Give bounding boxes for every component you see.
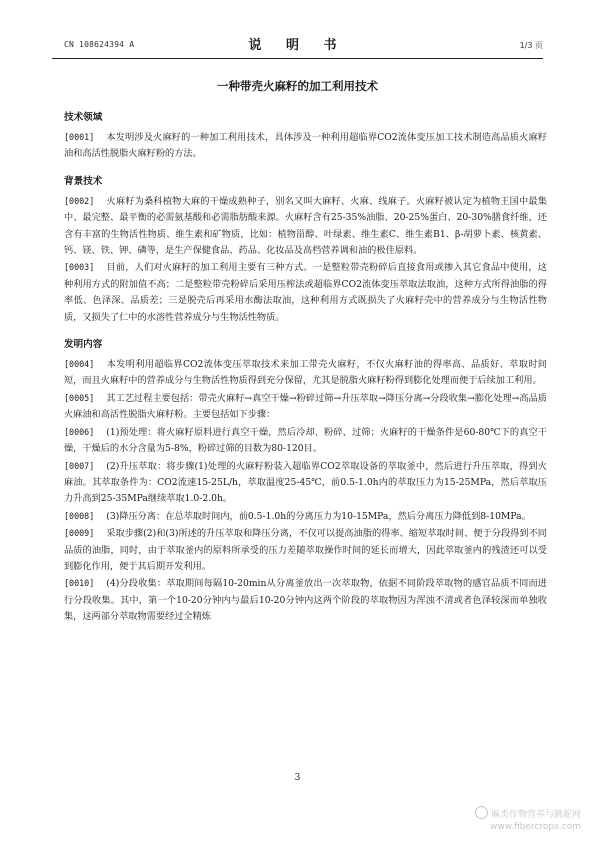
paragraph-number: [0009] <box>64 528 95 539</box>
header-rule <box>52 58 543 59</box>
watermark-url: www.fibercrops.com <box>490 822 581 832</box>
paragraph-text: (4)分段收集：萃取期间每隔10-20min从分离釜放出一次萃取物，依据不同阶段萃取物的感官品质不同而进行分段收集。其中，第一个10-20分钟内与最后10-20分钟内这两个阶段的萃取物因为浑浊不清或者色泽较深而单独收集，这两部分萃取物需要经过全精炼 <box>64 578 547 623</box>
page-header <box>52 36 543 54</box>
paragraph-number: [0002] <box>64 195 95 206</box>
watermark-logo-icon <box>475 806 488 819</box>
paragraph <box>64 424 547 458</box>
section-heading: 技术领域 <box>64 112 103 123</box>
paragraph <box>64 129 547 163</box>
paragraph-number: [0006] <box>64 426 95 437</box>
paragraph <box>64 356 547 390</box>
paragraph-text: (3)降压分离：在总萃取时间内，前0.5-1.0h的分离压力为10-15MPa，然后分离压力降低到8-10MPa。 <box>106 510 531 522</box>
paragraph-number: [0007] <box>64 460 95 471</box>
page-indicator: 1/3 页 <box>519 41 543 50</box>
section-heading: 发明内容 <box>64 339 103 351</box>
document-title: 一种带壳火麻籽的加工利用技术 <box>217 79 378 93</box>
paragraph-text: 火麻籽为桑科植物大麻的干燥成熟种子，别名又叫大麻籽、火麻、线麻子。火麻籽被认定为植物王国中最集中、最完整、最平衡的必需氨基酸和必需脂肪酸来源。火麻籽含有25-35%油脂、20-25%蛋白、20-30%膳食纤维，还含有丰富的生物活性物质、维生素和矿物质，比如：植物甾醇、叶绿素、维生素C、维生素B1、β-胡萝卜素、核黄素、钙、镁、铁、钾、磷等，是生产保健食品、药品、化妆品及高档营养调和油的极佳原料。 <box>64 195 547 257</box>
section-background <box>64 176 547 326</box>
paragraph <box>64 458 547 508</box>
paragraph <box>64 259 547 326</box>
document-type: 说 明 书 <box>248 38 347 53</box>
paragraph <box>64 525 547 575</box>
watermark-site-name: 麻类作物营养与跳舵网 <box>490 810 581 820</box>
watermark <box>475 806 581 833</box>
page-number: 3 <box>294 773 301 783</box>
paragraph-number: [0008] <box>64 510 95 521</box>
paragraph <box>64 575 547 625</box>
section-summary <box>64 339 547 626</box>
section-heading: 背景技术 <box>64 175 103 187</box>
paragraph-text: 目前，人们对火麻籽的加工利用主要有三种方式。一是整粒带壳粉碎后直接食用或掺入其它食品中使用，这种利用方式的附加值不高；二是整粒带壳粉碎后采用压榨法或超临界CO2流体变压萃取法取油，这种方式所得油脂的得率低、色泽深、品质差；三是脱壳后再采用水酶法取油，这种利用方式既损失了火麻籽壳中的营养成分与生物活性物质，又损失了仁中的水溶性营养成分与生物活性物质。 <box>64 262 547 323</box>
document-body <box>64 112 547 626</box>
section-technical-field <box>64 112 547 163</box>
paragraph-number: [0005] <box>64 392 95 403</box>
paragraph-number: [0010] <box>64 578 95 589</box>
paragraph <box>64 193 547 260</box>
paragraph <box>64 390 547 424</box>
paragraph <box>64 508 547 525</box>
publication-number: CN 108624394 A <box>64 40 135 49</box>
paragraph-text: 本发明利用超临界CO2流体变压萃取技术来加工带壳火麻籽，不仅火麻籽油的得率高、品质好、萃取时间短，而且火麻籽中的营养成分与生物活性物质得到充分保留，尤其是脱脂火麻籽粉得到膨化处理而便于后续加工利用。 <box>64 359 547 387</box>
paragraph-number: [0003] <box>64 262 95 273</box>
paragraph-text: (1)预处理：将火麻籽原料进行真空干燥，然后冷却、粉碎、过筛；火麻籽的干燥条件是60-80℃下的真空干燥，干燥后的水分含量为5-8%，粉碎过筛的目数为80-120目。 <box>64 426 547 455</box>
paragraph-text: 本发明涉及火麻籽的一种加工利用技术，具体涉及一种利用超临界CO2流体变压加工技术制造高品质火麻籽油和高活性脱脂火麻籽粉的方法。 <box>64 132 547 160</box>
paragraph-number: [0004] <box>64 359 95 370</box>
paragraph-text: 采取步骤(2)和(3)所述的升压萃取和降压分离，不仅可以提高油脂的得率、缩短萃取时间、便于分段得到不同品质的油脂，同时，由于萃取釜内的原料所承受的压力差随萃取操作时间的延长而增大，因此萃取釜内的残渣还可以受到膨化作用，便于其后期开发利用。 <box>64 528 547 572</box>
paragraph-text: (2)升压萃取：将步骤(1)处理的火麻籽粉装入超临界CO2萃取设备的萃取釜中，然后进行升压萃取，得到火麻油。其萃取条件为：CO2流速15-25L/h，萃取温度25-45℃，前0.5-1.0h内的萃取压力为15-25MPa，然后萃取压力升高到25-35MPa继续萃取1.0-2.0h。 <box>64 460 547 505</box>
paragraph-text: 其工艺过程主要包括：带壳火麻籽→真空干燥→粉碎过筛→升压萃取→降压分离→分段收集→膨化处理→高品质火麻油和高活性脱脂火麻籽粉。主要包括如下步骤： <box>64 392 547 421</box>
paragraph-number: [0001] <box>64 132 95 142</box>
